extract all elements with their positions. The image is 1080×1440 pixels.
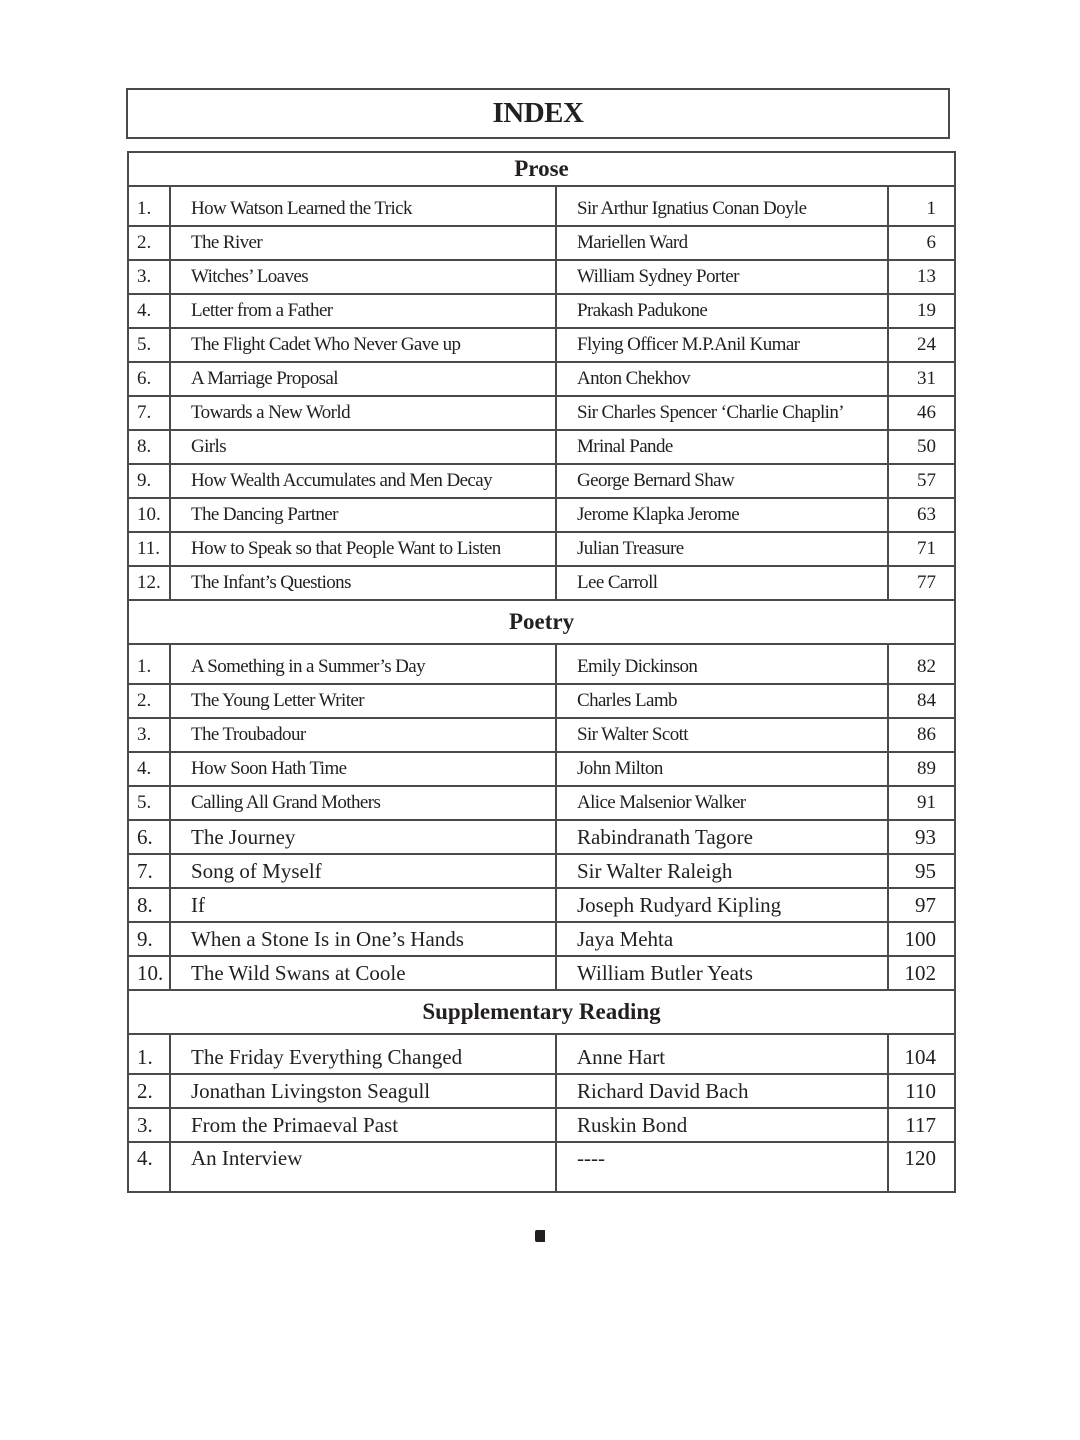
item-title: A Something in a Summer’s Day xyxy=(170,644,556,684)
item-author: William Sydney Porter xyxy=(556,260,888,294)
item-number: 10. xyxy=(128,498,170,532)
item-title: When a Stone Is in One’s Hands xyxy=(170,922,556,956)
item-number: 8. xyxy=(128,430,170,464)
section-heading-label: Poetry xyxy=(128,600,955,644)
item-author: Flying Officer M.P.Anil Kumar xyxy=(556,328,888,362)
item-author: Lee Carroll xyxy=(556,566,888,600)
item-author: Rabindranath Tagore xyxy=(556,820,888,854)
item-author: Sir Walter Scott xyxy=(556,718,888,752)
item-page: 117 xyxy=(888,1108,955,1142)
item-title: How to Speak so that People Want to Listen xyxy=(170,532,556,566)
item-number: 9. xyxy=(128,464,170,498)
item-author: Ruskin Bond xyxy=(556,1108,888,1142)
section-heading-supplementary xyxy=(128,990,955,1034)
item-title: How Watson Learned the Trick xyxy=(170,186,556,226)
item-page: 24 xyxy=(888,328,955,362)
item-author: Sir Walter Raleigh xyxy=(556,854,888,888)
item-number: 7. xyxy=(128,396,170,430)
table-row xyxy=(128,718,955,752)
item-title: The Dancing Partner xyxy=(170,498,556,532)
item-page: 6 xyxy=(888,226,955,260)
item-page: 110 xyxy=(888,1074,955,1108)
item-title: If xyxy=(170,888,556,922)
item-author: Mariellen Ward xyxy=(556,226,888,260)
item-page: 120 xyxy=(888,1142,955,1192)
table-row xyxy=(128,786,955,820)
item-author: William Butler Yeats xyxy=(556,956,888,990)
table-row xyxy=(128,752,955,786)
item-number: 2. xyxy=(128,226,170,260)
item-number: 4. xyxy=(128,752,170,786)
item-number: 3. xyxy=(128,260,170,294)
table-row xyxy=(128,396,955,430)
item-page: 97 xyxy=(888,888,955,922)
table-row xyxy=(128,684,955,718)
table-row xyxy=(128,328,955,362)
table-row xyxy=(128,186,955,226)
item-title: Song of Myself xyxy=(170,854,556,888)
item-author: Emily Dickinson xyxy=(556,644,888,684)
item-author: Mrinal Pande xyxy=(556,430,888,464)
item-number: 12. xyxy=(128,566,170,600)
item-page: 102 xyxy=(888,956,955,990)
item-author: Sir Charles Spencer ‘Charlie Chaplin’ xyxy=(556,396,888,430)
item-title: A Marriage Proposal xyxy=(170,362,556,396)
item-page: 77 xyxy=(888,566,955,600)
item-title: The Infant’s Questions xyxy=(170,566,556,600)
table-row xyxy=(128,430,955,464)
table-row xyxy=(128,1074,955,1108)
item-title: How Soon Hath Time xyxy=(170,752,556,786)
table-row xyxy=(128,498,955,532)
table-row xyxy=(128,854,955,888)
item-page: 100 xyxy=(888,922,955,956)
index-table xyxy=(127,151,956,1193)
item-author: George Bernard Shaw xyxy=(556,464,888,498)
item-page: 57 xyxy=(888,464,955,498)
item-author: Sir Arthur Ignatius Conan Doyle xyxy=(556,186,888,226)
item-title: Jonathan Livingston Seagull xyxy=(170,1074,556,1108)
table-row xyxy=(128,294,955,328)
item-author: Richard David Bach xyxy=(556,1074,888,1108)
item-page: 89 xyxy=(888,752,955,786)
item-page: 71 xyxy=(888,532,955,566)
item-title: The Journey xyxy=(170,820,556,854)
item-page: 91 xyxy=(888,786,955,820)
item-page: 86 xyxy=(888,718,955,752)
item-title: The River xyxy=(170,226,556,260)
page-title: INDEX xyxy=(492,97,584,129)
table-row xyxy=(128,362,955,396)
item-author: Anne Hart xyxy=(556,1034,888,1074)
item-number: 10. xyxy=(128,956,170,990)
item-author: Jerome Klapka Jerome xyxy=(556,498,888,532)
section-heading-label: Prose xyxy=(128,152,955,186)
item-author: John Milton xyxy=(556,752,888,786)
item-page: 95 xyxy=(888,854,955,888)
item-page: 31 xyxy=(888,362,955,396)
item-number: 1. xyxy=(128,644,170,684)
item-page: 82 xyxy=(888,644,955,684)
item-page: 93 xyxy=(888,820,955,854)
table-row xyxy=(128,922,955,956)
item-author: Joseph Rudyard Kipling xyxy=(556,888,888,922)
table-row xyxy=(128,644,955,684)
table-row xyxy=(128,1108,955,1142)
item-author: Jaya Mehta xyxy=(556,922,888,956)
item-number: 1. xyxy=(128,1034,170,1074)
item-author: Charles Lamb xyxy=(556,684,888,718)
item-title: The Wild Swans at Coole xyxy=(170,956,556,990)
item-number: 9. xyxy=(128,922,170,956)
item-number: 2. xyxy=(128,684,170,718)
item-number: 8. xyxy=(128,888,170,922)
table-row xyxy=(128,532,955,566)
item-page: 19 xyxy=(888,294,955,328)
item-page: 50 xyxy=(888,430,955,464)
item-number: 3. xyxy=(128,1108,170,1142)
item-title: Witches’ Loaves xyxy=(170,260,556,294)
table-row xyxy=(128,820,955,854)
item-number: 11. xyxy=(128,532,170,566)
item-page: 63 xyxy=(888,498,955,532)
item-number: 6. xyxy=(128,362,170,396)
item-number: 2. xyxy=(128,1074,170,1108)
item-title: Letter from a Father xyxy=(170,294,556,328)
item-number: 5. xyxy=(128,328,170,362)
item-title: How Wealth Accumulates and Men Decay xyxy=(170,464,556,498)
page-marker-icon xyxy=(535,1230,545,1242)
table-row xyxy=(128,1142,955,1192)
item-author: Alice Malsenior Walker xyxy=(556,786,888,820)
item-title: The Troubadour xyxy=(170,718,556,752)
item-page: 1 xyxy=(888,186,955,226)
item-author: ---- xyxy=(556,1142,888,1192)
index-title-box xyxy=(126,88,950,139)
item-title: Girls xyxy=(170,430,556,464)
section-heading-prose xyxy=(128,152,955,186)
item-title: Calling All Grand Mothers xyxy=(170,786,556,820)
item-number: 1. xyxy=(128,186,170,226)
item-page: 84 xyxy=(888,684,955,718)
section-heading-poetry xyxy=(128,600,955,644)
item-number: 4. xyxy=(128,1142,170,1192)
item-number: 7. xyxy=(128,854,170,888)
table-row xyxy=(128,888,955,922)
item-title: From the Primaeval Past xyxy=(170,1108,556,1142)
item-title: The Young Letter Writer xyxy=(170,684,556,718)
table-row xyxy=(128,260,955,294)
item-title: The Flight Cadet Who Never Gave up xyxy=(170,328,556,362)
item-page: 13 xyxy=(888,260,955,294)
item-title: The Friday Everything Changed xyxy=(170,1034,556,1074)
item-number: 4. xyxy=(128,294,170,328)
item-title: Towards a New World xyxy=(170,396,556,430)
table-row xyxy=(128,464,955,498)
table-row xyxy=(128,1034,955,1074)
item-title: An Interview xyxy=(170,1142,556,1192)
item-number: 5. xyxy=(128,786,170,820)
item-page: 46 xyxy=(888,396,955,430)
item-page: 104 xyxy=(888,1034,955,1074)
section-heading-label: Supplementary Reading xyxy=(128,990,955,1034)
table-row xyxy=(128,566,955,600)
table-row xyxy=(128,226,955,260)
table-row xyxy=(128,956,955,990)
item-author: Prakash Padukone xyxy=(556,294,888,328)
item-number: 6. xyxy=(128,820,170,854)
item-number: 3. xyxy=(128,718,170,752)
item-author: Julian Treasure xyxy=(556,532,888,566)
item-author: Anton Chekhov xyxy=(556,362,888,396)
